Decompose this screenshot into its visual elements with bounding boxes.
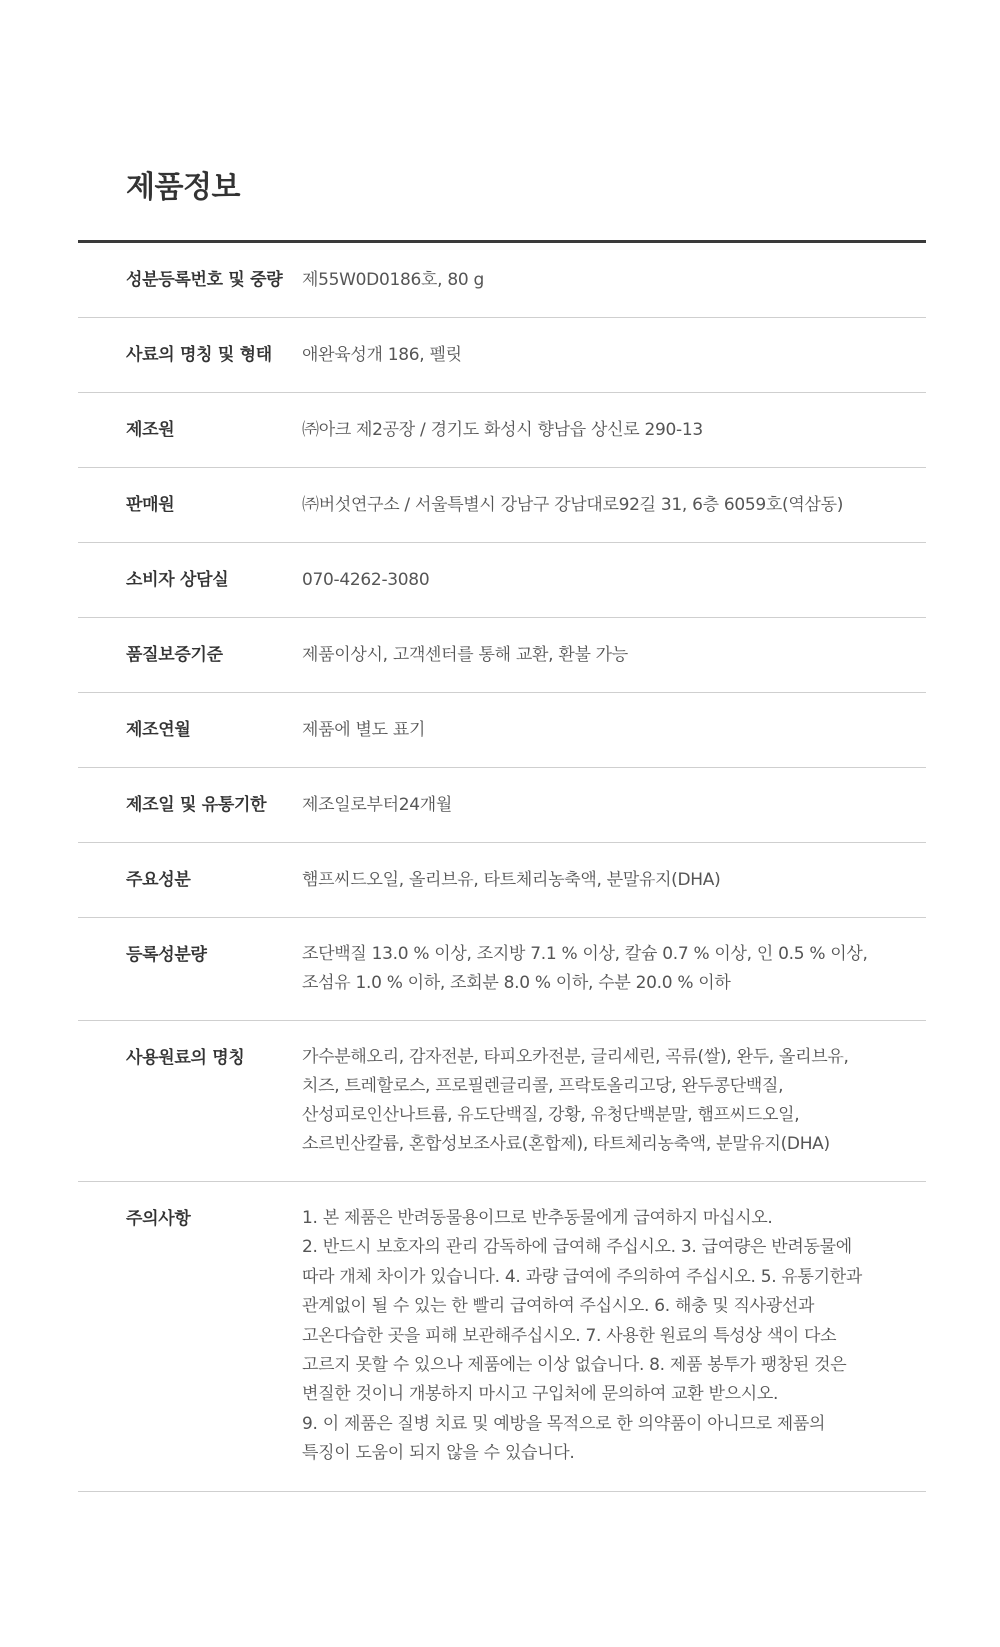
value-line: 9. 이 제품은 질병 치료 및 예방을 목적으로 한 의약품이 아니므로 제품의 — [302, 1413, 826, 1434]
info-value — [302, 1043, 926, 1159]
info-row-raw-materials — [78, 1021, 926, 1182]
info-row-main-ingredients — [78, 843, 926, 918]
info-row-manufacture-date — [78, 693, 926, 768]
info-row-seller — [78, 468, 926, 543]
value-line: 조단백질 13.0 % 이상, 조지방 7.1 % 이상, 칼슘 0.7 % 이상, 인 0.5 % 이상, — [302, 944, 868, 964]
value-line: 특징이 도움이 되지 않을 수 있습니다. — [302, 1443, 575, 1464]
info-row-consumer-center — [78, 543, 926, 618]
info-label: 등록성분량 — [126, 945, 207, 965]
info-row-nutrient-content — [78, 918, 926, 1021]
info-label: 판매원 — [126, 495, 175, 515]
info-label: 주의사항 — [126, 1209, 191, 1229]
value-line: 산성피로인산나트륨, 유도단백질, 강황, 유청단백분말, 햄프씨드오일, — [302, 1105, 800, 1125]
value-line: 가수분해오리, 감자전분, 타피오카전분, 글리세린, 곡류(쌀), 완두, 올리브유, — [302, 1047, 849, 1067]
info-label: 품질보증기준 — [126, 645, 223, 665]
info-label: 제조연월 — [126, 720, 191, 740]
info-value: 애완육성개 186, 펠릿 — [302, 345, 462, 365]
info-label: 제조원 — [126, 420, 175, 440]
info-row-registration — [78, 243, 926, 318]
info-value: 제55W0D0186호, 80 g — [302, 270, 484, 290]
value-line: 1. 본 제품은 반려동물용이므로 반추동물에게 급여하지 마십시오. — [302, 1208, 773, 1228]
value-line: 고르지 못할 수 있으나 제품에는 이상 없습니다. 8. 제품 봉투가 팽창된 것은 — [302, 1355, 847, 1376]
info-value: 제조일로부터24개월 — [302, 795, 453, 815]
value-line: 따라 개체 차이가 있습니다. 4. 과량 급여에 주의하여 주십시오. 5. 유통기한과 — [302, 1266, 863, 1287]
info-label: 소비자 상담실 — [126, 570, 229, 590]
value-line: 치즈, 트레할로스, 프로필렌글리콜, 프락토올리고당, 완두콩단백질, — [302, 1076, 784, 1096]
info-value — [302, 1204, 926, 1469]
info-label: 성분등록번호 및 중량 — [126, 270, 283, 290]
info-row-precautions — [78, 1182, 926, 1492]
product-info-table — [78, 240, 926, 1492]
info-value: 070-4262-3080 — [302, 570, 430, 590]
info-row-quality-guarantee — [78, 618, 926, 693]
value-line: 관계없이 될 수 있는 한 빨리 급여하여 주십시오. 6. 해충 및 직사광선과 — [302, 1296, 815, 1317]
info-label: 제조일 및 유통기한 — [126, 795, 267, 815]
info-value: ㈜버섯연구소 / 서울특별시 강남구 강남대로92길 31, 6층 6059호(역삼동) — [302, 495, 844, 515]
value-line: 2. 반드시 보호자의 관리 감독하에 급여해 주십시오. 3. 급여량은 반려동물에 — [302, 1237, 852, 1258]
info-label: 사료의 명칭 및 형태 — [126, 345, 272, 365]
info-row-manufacturer — [78, 393, 926, 468]
value-line: 고온다습한 곳을 피해 보관해주십시오. 7. 사용한 원료의 특성상 색이 다소 — [302, 1325, 837, 1346]
page-title: 제품정보 — [126, 170, 240, 205]
value-line: 조섬유 1.0 % 이하, 조회분 8.0 % 이하, 수분 20.0 % 이하 — [302, 973, 731, 993]
info-value: 제품에 별도 표기 — [302, 720, 426, 740]
info-row-expiry — [78, 768, 926, 843]
info-label: 사용원료의 명칭 — [126, 1048, 245, 1068]
info-value — [302, 940, 926, 998]
info-value: 햄프씨드오일, 올리브유, 타트체리농축액, 분말유지(DHA) — [302, 870, 721, 890]
info-value: 제품이상시, 고객센터를 통해 교환, 환불 가능 — [302, 645, 628, 665]
info-label: 주요성분 — [126, 870, 191, 890]
value-line: 변질한 것이니 개봉하지 마시고 구입처에 문의하여 교환 받으시오. — [302, 1384, 779, 1405]
value-line: 소르빈산칼륨, 혼합성보조사료(혼합제), 타트체리농축액, 분말유지(DHA) — [302, 1134, 830, 1154]
info-value: ㈜아크 제2공장 / 경기도 화성시 향남읍 상신로 290-13 — [302, 420, 703, 440]
info-row-feed-name — [78, 318, 926, 393]
